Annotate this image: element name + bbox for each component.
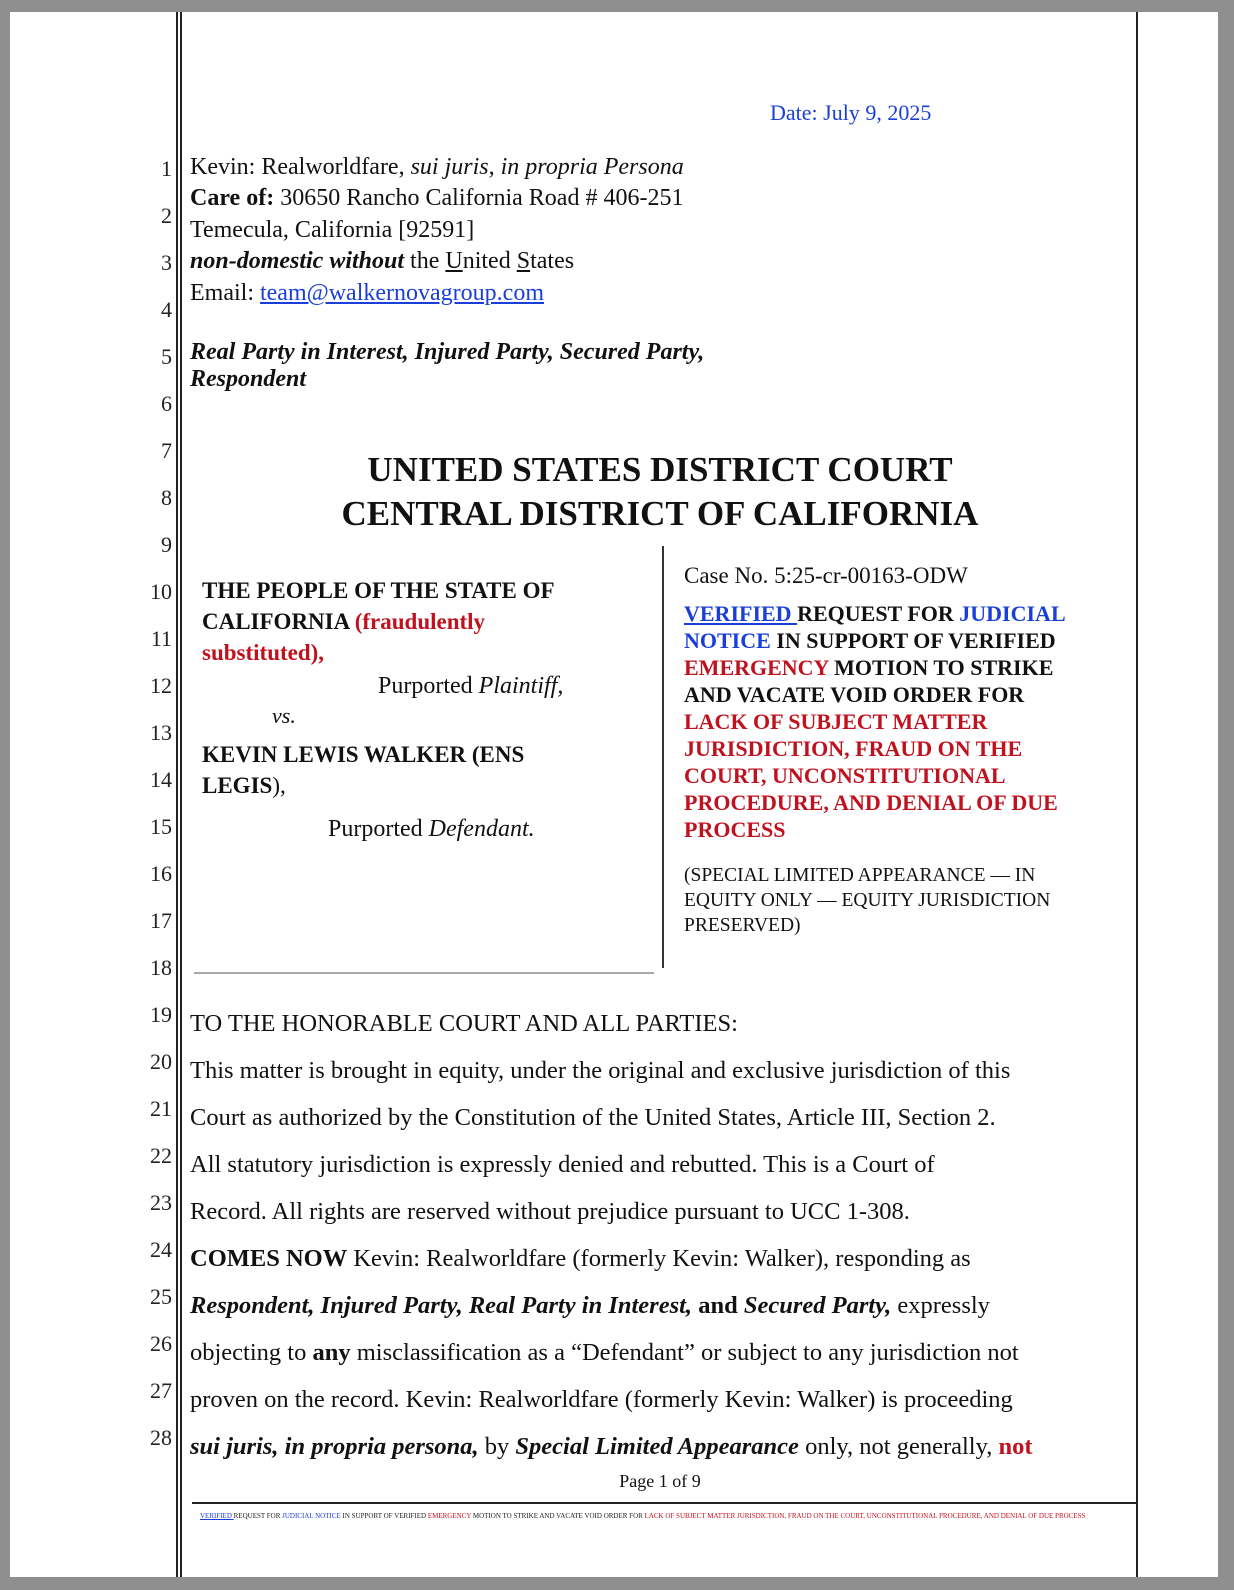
header-care-of-line: Care of: 30650 Rancho California Road # 406-251 (190, 185, 684, 211)
line-number: 15 (150, 814, 172, 839)
line-number: 1 (161, 156, 172, 181)
special-appearance-note: (SPECIAL LIMITED APPEARANCE — IN EQUITY ONLY — EQUITY JURISDICTION PRESERVED) (684, 865, 1051, 936)
left-margin-rule-inner (180, 12, 182, 1577)
header-email-line: Email: team@walkernovagroup.com (190, 280, 544, 306)
line-number: 20 (150, 1049, 172, 1074)
court-title-line1: UNITED STATES DISTRICT COURT (367, 450, 953, 489)
case-number: Case No. 5:25-cr-00163-ODW (684, 563, 968, 588)
body-line-21: Court as authorized by the Constitution of the United States, Article III, Section 2. (190, 1104, 996, 1131)
line-number: 16 (150, 861, 172, 886)
line-number: 26 (150, 1331, 172, 1356)
document-page (10, 12, 1218, 1577)
body-line-27: proven on the record. Kevin: Realworldfare (formerly Kevin: Walker) is proceeding (190, 1386, 1013, 1413)
right-margin-rule (1136, 12, 1138, 1577)
caption-defendant-role: Purported Defendant. (328, 816, 535, 842)
line-number: 18 (150, 955, 172, 980)
line-number: 3 (161, 250, 172, 275)
left-margin-rule-outer (176, 12, 178, 1577)
caption-plaintiff-party: THE PEOPLE OF THE STATE OF CALIFORNIA (fraudulently substituted), (202, 578, 555, 665)
page-number: Page 1 of 9 (619, 1471, 701, 1491)
line-number: 27 (150, 1378, 172, 1403)
line-number: 12 (150, 673, 172, 698)
line-number: 13 (150, 720, 172, 745)
line-number: 28 (150, 1425, 172, 1450)
line-number: 22 (150, 1143, 172, 1168)
line-number: 8 (161, 485, 172, 510)
header-nondomestic-line: non-domestic without the United States (190, 248, 575, 274)
line-number: 10 (150, 579, 172, 604)
caption-defendant-party: KEVIN LEWIS WALKER (ENS LEGIS), (202, 742, 525, 798)
line-number: 6 (161, 391, 172, 416)
line-number: 17 (150, 908, 172, 933)
line-number: 2 (161, 203, 172, 228)
footer-rule (192, 1502, 1136, 1504)
line-number: 14 (150, 767, 172, 792)
line-number: 5 (161, 344, 172, 369)
court-title-line2: CENTRAL DISTRICT OF CALIFORNIA (341, 494, 979, 533)
party-designation: Real Party in Interest, Injured Party, Secured Party, Respondent (190, 339, 705, 392)
line-number: 25 (150, 1284, 172, 1309)
body-line-23: Record. All rights are reserved without prejudice pursuant to UCC 1-308. (190, 1198, 910, 1225)
header-name-line: Kevin: Realworldfare, sui juris, in propria Persona (190, 154, 684, 180)
body-line-19: TO THE HONORABLE COURT AND ALL PARTIES: (190, 1010, 738, 1037)
body-line-24: COMES NOW Kevin: Realworldfare (formerly Kevin: Walker), responding as (190, 1245, 971, 1272)
line-number: 21 (150, 1096, 172, 1121)
body-line-25: Respondent, Injured Party, Real Party in Interest, and Secured Party, expressly (190, 1292, 990, 1319)
line-number: 11 (150, 626, 172, 651)
body-line-20: This matter is brought in equity, under the original and exclusive jurisdiction of this (190, 1057, 1011, 1084)
email-link[interactable]: team@walkernovagroup.com (259, 280, 544, 306)
line-number: 7 (161, 438, 172, 463)
line-number: 19 (150, 1002, 172, 1027)
line-number: 24 (150, 1237, 172, 1262)
caption-vertical-divider (662, 546, 664, 968)
body-line-22: All statutory jurisdiction is expressly denied and rebutted. This is a Court of (190, 1151, 935, 1178)
document-date: Date: July 9, 2025 (770, 100, 932, 125)
document-title: VERIFIED REQUEST FOR JUDICIAL NOTICE IN SUPPORT OF VERIFIED EMERGENCY MOTION TO STRIKE AND VACATE VOID ORDER FOR LACK OF SUBJECT MATTER JURISDICTION, FRAUD ON THE COURT, UNCONSTITUTIONAL PROCEDURE, AND DENIAL OF DUE PROCESS (684, 601, 1066, 842)
caption-vs: vs. (272, 703, 296, 728)
line-number: 9 (161, 532, 172, 557)
line-number: 23 (150, 1190, 172, 1215)
body-line-28: sui juris, in propria persona, by Special Limited Appearance only, not generally, not (190, 1433, 1033, 1460)
caption-plaintiff-role: Purported Plaintiff, (378, 673, 564, 699)
caption-horizontal-divider (194, 972, 654, 974)
header-city-line: Temecula, California [92591] (190, 217, 475, 243)
body-line-26: objecting to any misclassification as a “Defendant” or subject to any jurisdiction not (190, 1339, 1019, 1366)
line-number: 4 (161, 297, 172, 322)
footer-title: VERIFIED REQUEST FOR JUDICIAL NOTICE IN SUPPORT OF VERIFIED EMERGENCY MOTION TO STRIKE AND VACATE VOID ORDER FOR LACK OF SUBJECT MATTER JURISDICTION, FRAUD ON THE COURT, UNCONSTITUTIONAL PROCEDURE, AND DENIAL OF DUE PROCESS (200, 1512, 1086, 1520)
